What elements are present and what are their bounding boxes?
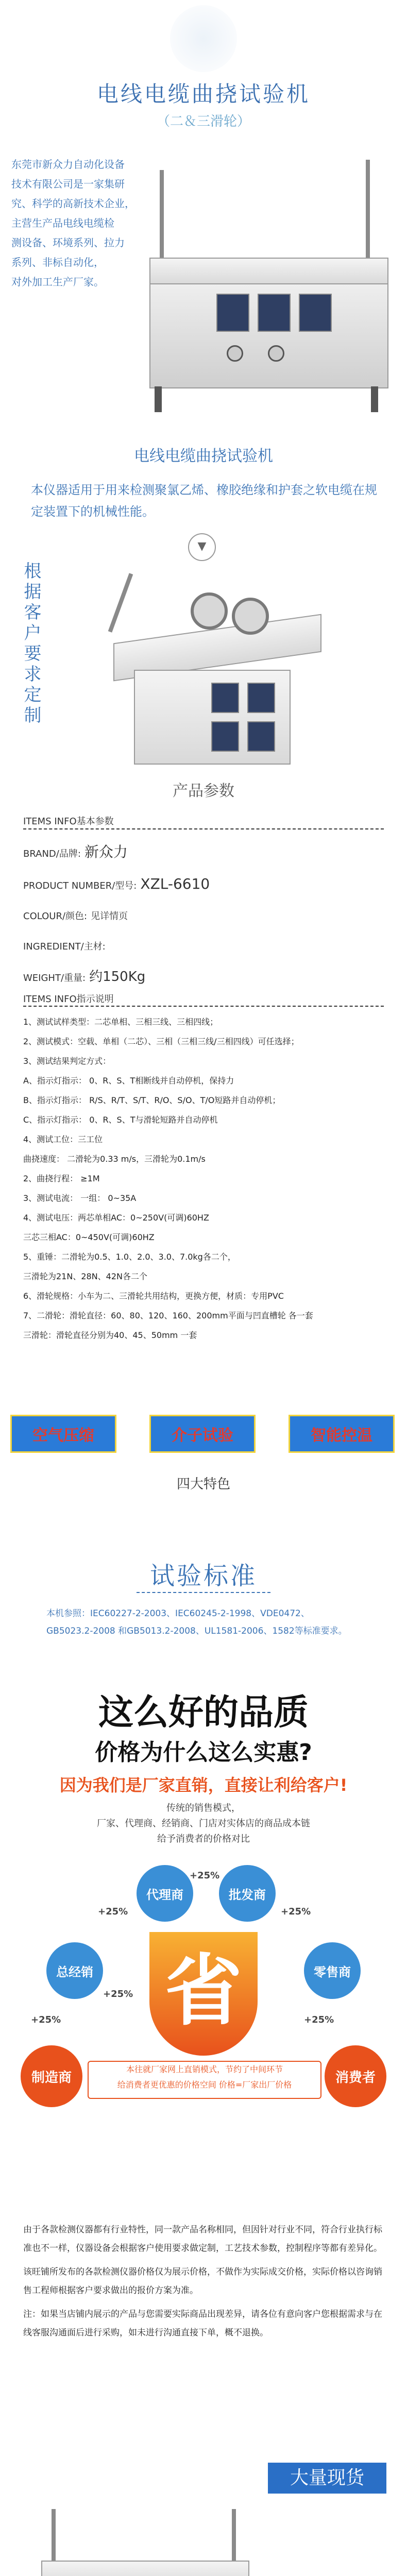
notice-section	[0, 2200, 407, 2432]
node-manufacturer: 制造商	[21, 2045, 82, 2107]
direct-sale-banner: 因为我们是厂家直销，直接让利给客户!	[59, 1775, 348, 1795]
features-caption: 四大特色	[176, 1477, 230, 1492]
spec-row: PRODUCT NUMBER/型号: XZL-6610	[23, 875, 210, 892]
standards-text: 本机参照：IEC60227-2-2003、IEC60245-2-1998、VDE0472、 GB5023.2-2008 和GB5013.2-2008、UL1581-2006、1582等标准要求。	[46, 1608, 347, 1636]
spec-row: WEIGHT/重量: 约150Kg	[23, 969, 146, 985]
feature-card: 空气压缩	[10, 1415, 116, 1453]
spec-table	[23, 837, 384, 993]
machine-image-hero	[139, 139, 397, 417]
bottom-bar: 本往就厂家网上直销模式，节约了中间环节 给消费者更优惠的价格空间 价格=厂家出厂价格	[88, 2061, 321, 2099]
spec-row: BRAND/品牌: 新众力	[23, 843, 128, 860]
stock-section	[0, 2432, 407, 2576]
machine-image-stock	[41, 2509, 247, 2576]
hero-subtitle: （二＆三滑轮）	[156, 114, 250, 129]
description-section	[0, 422, 407, 773]
feature-card: 智能控温	[289, 1415, 395, 1453]
desc-paragraph: 本仪器适用于用来检测聚氯乙烯、橡胶绝缘和护套之软电缆在规定装置下的机械性能。	[31, 483, 377, 519]
scroll-down-icon: ▼	[188, 533, 216, 561]
quality-section	[0, 1674, 407, 2200]
spec-lines: 1、测试试样类型：二芯单相、三相三线、三相四线； 2、测试模式：空载、单相（二芯）、三相（三相三线/三相四线）可任选择； 3、测试结果判定方式： A、指示灯指示： 0、R、S、T相断线并自动停机，保持力 B、指示灯指示： R/S、R/T、S/T、R/O、S/O、T/O短路并自动停机； C、指示灯指示： 0、R、S、T与滑轮短路并自动停机 4、测试工位：三工位 曲挠速度： 二滑轮为0.33 m/s，三滑轮为0.1m/s 2、曲挠行程： ≥1M 3、测试电流： 一组： 0~35A 4、测试电压：两芯单相AC：0~250V(可调)60HZ 三芯三相AC：0~450V(可调)60HZ 5、重锤：二滑轮为0.5、1.0、2.0、3.0、7.0kg各二个， 三滑轮为21N、28N、42N各二个 6、滑轮规格：小车为二、三滑轮共用结构，更换方便，材质：专用PVC 7、二滑轮：滑轮直径：60、80、120、160、200mm平面与凹直槽轮 各一套 三滑轮：滑轮直径分别为40、45、50mm 一套	[23, 1017, 313, 1340]
node-distributor: 总经销	[46, 1942, 103, 1999]
params-section	[0, 773, 407, 1376]
node-consumer: 消费者	[325, 2045, 386, 2107]
standards-title: 试验标准	[149, 1562, 257, 1590]
node-wholesaler: 批发商	[219, 1865, 276, 1922]
tree-logo-icon	[170, 5, 237, 72]
machine-image-desc	[113, 572, 319, 768]
standards-section	[0, 1510, 407, 1674]
features-section	[0, 1376, 407, 1510]
node-agent: 代理商	[137, 1865, 193, 1922]
stock-badge: 大量现货	[268, 2463, 386, 2494]
save-shield-icon: 省	[149, 1932, 258, 2056]
quality-headline: 这么好的品质	[98, 1692, 309, 1733]
section1-label: ITEMS INFO基本参数	[23, 816, 114, 827]
section2-label: ITEMS INFO指示说明	[23, 994, 114, 1005]
quality-headline-2: 价格为什么这么实惠?	[95, 1739, 312, 1766]
feature-card: 介子试验	[149, 1415, 256, 1453]
features-band	[0, 1406, 407, 1458]
hero-intro: 东莞市新众力自动化设备 技术有限公司是一家集研 究、科学的高新技术企业， 主营生产品电线电缆检 测设备、环境系列、拉力 系列、非标自动化， 对外加工生产厂家。	[11, 158, 135, 288]
node-retailer: 零售商	[304, 1942, 361, 1999]
traditional-text: 传统的销售模式， 厂家、代理商、经销商、门店对实体店的商品成本链 给予消费者的价格对比	[97, 1803, 310, 1844]
diagram: 代理商 批发商 总经销 零售商 制造商 消费者 省 +25% +25% +25% +25% +25% +25% 本往就厂家网上直销模式，节约了中间环节 给消费者更优惠的价格空间 价格=厂家出厂价格	[0, 1855, 407, 2143]
hero-title: 电线电缆曲挠试验机	[96, 81, 310, 107]
hero-section	[0, 0, 407, 422]
desc-title: 电线电缆曲挠试验机	[134, 447, 273, 465]
spec-row: INGREDIENT/主材:	[23, 941, 106, 952]
spec-row: COLOUR/颜色: 见详情页	[23, 911, 128, 922]
params-title: 产品参数	[173, 782, 234, 800]
notice-text: 由于各款检测仪器都有行业特性，同一款产品名称相同，但因针对行业不同，符合行业执行标准也不一样，仪器设备会根据客户使用要求做定制，工艺技术参数，控制程序等都有差异化。 该旺铺所发布的各款检测仪器价格仅为展示价格，不做作为实际成交价格，实际价格以咨询销售工程师根据客户要求做出的报价方案为准。 注：如果当店铺内展示的产品与您需要实际商品出现差异，请各位有意向客户您根据需求与在线客服沟通面后进行采购，如未进行沟通直接下单，概不退换。	[23, 2225, 382, 2338]
standards-underline	[137, 1592, 270, 1593]
custom-made-text: 根据客户要求定制	[21, 562, 41, 726]
